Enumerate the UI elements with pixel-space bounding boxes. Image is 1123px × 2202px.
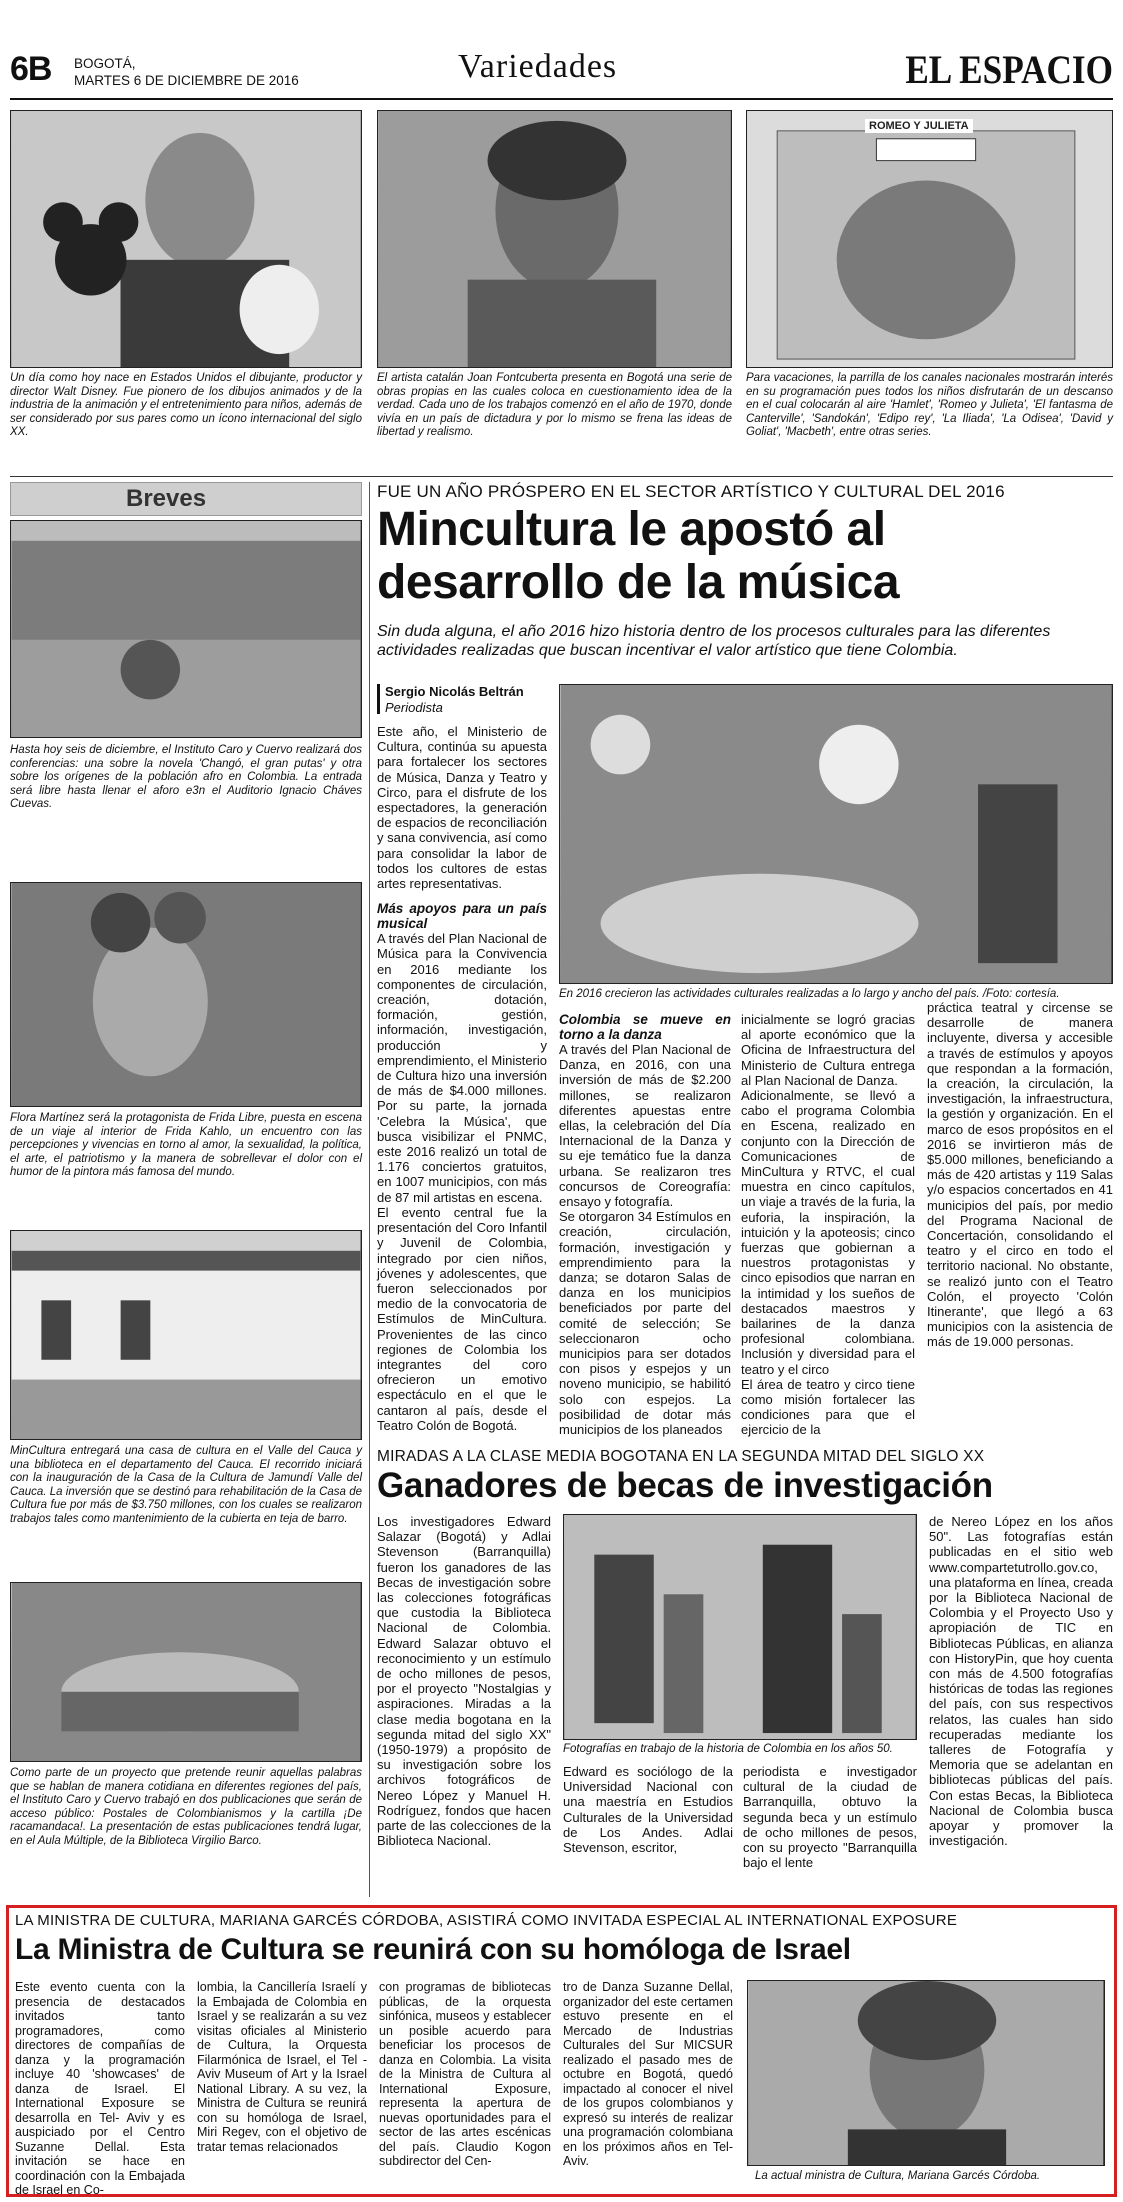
becas-kicker: MIRADAS A LA CLASE MEDIA BOGOTANA EN LA SEGUNDA MITAD DEL SIGLO XX <box>377 1448 985 1465</box>
newspaper-logo: EL ESPACIO <box>905 47 1113 92</box>
breves-title-bar <box>10 482 362 516</box>
photo-joan-fontcuberta <box>377 110 732 368</box>
main-kicker: FUE UN AÑO PRÓSPERO EN EL SECTOR ARTÍSTICO Y CULTURAL DEL 2016 <box>377 482 1005 501</box>
minister-portrait-illustration <box>748 1981 1104 2165</box>
israel-col4: tro de Danza Suzanne Dellal, organizador del este certamen estuvo presente en el Mercado de Industrias Culturales del Sur MICSUR realizado el pasado mes de octubre en Bogotá, quedó impactado al conocer el nivel de los grupos colombianos y expresó su interés de realizar una programación colombiana en los próximos años en Tel- Aviv. <box>563 1980 733 2168</box>
author-role: Periodista <box>385 700 443 715</box>
photo-biblioteca-virgilio-barco <box>10 1582 362 1762</box>
main-col3-p1: inicialmente se logró gracias al aporte económico que la Oficina de Infraestructura del Ministerio de Cultura entrega al Plan Nacional de Danza. <box>741 1012 915 1088</box>
family-illustration <box>564 1515 916 1739</box>
main-col4-p1: práctica teatral y circense se desarrolle de manera incluyente, diversa y accesible a través de estímulos y apoyos que respondan a la formación, la creación, la circulación, la investigación, la infraestructura, la gestión y organización. En el marco de esos propósitos en el 2016 se invirtieron más de $5.000 millones, beneficiando a más de 420 artistas y 119 Salas y/o espacios concertados en 41 municipios del país, por medio del Programa Nacional de Concertación, consolidando el teatro y el circo en todo el territorio nacional. No obstante, se realizó junto con el Teatro Colón, el proyecto 'Colón Itinerante', que llegó a 63 municipios con la asistencia de más de 19.000 personas. <box>927 1000 1113 1350</box>
masthead <box>10 48 1113 104</box>
main-col1-p3: El evento central fue la presentación del Coro Infantil y Juvenil de Colombia, integrado por cien niños, jóvenes y adolescentes, que fueron seleccionados por medio de la convocatoria de Estímulos de MinCultura. Provenientes de las cinco regiones de Colombia los integrantes del coro ofrecieron un emotivo espectáculo en el que le cantaron al país, desde el Teatro Colón de Bogotá. <box>377 1204 547 1433</box>
israel-col1: Este evento cuenta con la presencia de destacados invitados tanto programadores, como directores de compañías de danza y la programación incluye 40 'showcases' de danza de Israel. El International Exposure se desarrolla en Tel- Aviv y es auspiciado por el Centro Suzanne Dellal. Esta invitación se hace en coordinación con la Embajada de Israel en Co- <box>15 1980 185 2197</box>
caption-walt-disney: Un día como hoy nace en Estados Unidos el dibujante, productor y director Walt Disney. Fue pionero de los dibujos animados y de la industria de la animación y el entretenimiento para niños, además de ser considerado por sus pares como un ícono internacional del siglo XX. <box>10 372 362 438</box>
photo-instituto-caro-cuervo <box>10 520 362 738</box>
photo-frida-libre <box>10 882 362 1107</box>
becas-article <box>377 1448 1113 1898</box>
main-col2-p2: Se otorgaron 34 Estímulos en creación, circulación, formación, investigación y emprendimiento para la danza; se dotaron Salas de danza en los municipios beneficiados por parte del comité de selección; Se seleccionaron ocho municipios para ser dotados con pisos y espejos y un noveno municipio, se habilitó solo con espejos. La posibilidad de dotar más municipios de los planeados <box>559 1209 731 1438</box>
main-headline-line1: Mincultura le apostó al <box>377 503 886 556</box>
israel-kicker: LA MINISTRA DE CULTURA, MARIANA GARCÉS CÓRDOBA, ASISTIRÁ COMO INVITADA ESPECIAL AL INTERNATIONAL EXPOSURE <box>15 1912 958 1929</box>
romeo-julieta-label: ROMEO Y JULIETA <box>865 119 973 133</box>
becas-col2: Edward es sociólogo de la Universidad Nacional con una maestría en Estudios Culturales de la Universidad de Los Andes. Adlai Stevenson, escritor, <box>563 1764 733 1856</box>
main-col2-p1: A través del Plan Nacional de Danza, en 2016, con una inversión de más de $2.200 millones, se realizaron diferentes apuestas entre ellas, la celebración del Día Internacional de la Danza y su eje temático fue la danza urbana. Se realizaron tres concursos de Coreografía: ensayo y fotografía. <box>559 1042 731 1210</box>
caption-casa-cultura: MinCultura entregará una casa de cultura en el Valle del Cauca y una biblioteca en el departamento del Cauca. El recorrido iniciará con la inauguración de la Casa de la Cultura de Jamundí Valle del Cauca. La inversión que se destinó para rehabilitación de la Casa de Cultura fue por más de $3.750 millones, con los cuales se realizaron trabajos tales como mantenimiento de la cubierta en teja de barro. <box>10 1445 362 1525</box>
main-col2-subhead: Colombia se mueve en torno a la danza <box>559 1012 731 1042</box>
becas-col1: Los investigadores Edward Salazar (Bogotá) y Adlai Stevenson (Barranquilla) fueron los ganadores de las Becas de investigación sobre las colecciones fotográficas que custodia la Biblioteca Nacional de Colombia. Edward Salazar obtuvo el reconocimiento y un estímulo de ocho millones de pesos, por el proyecto "Nostalgias y aspiraciones. Miradas a la clase media bogotana en la segunda mitad del siglo XX" (1950-1979) a propósito de su investigación sobre los archivos fotográficos de Nereo López y Manuel H. Rodríguez, fondos que hacen parte de las colecciones de la Biblioteca Nacional. <box>377 1514 551 1849</box>
photo-carnival <box>559 684 1113 984</box>
caption-joan-fontcuberta: El artista catalán Joan Fontcuberta presenta en Bogotá una serie de obras propias en las cuales coloca en cuestionamiento idea de la verdad. Cada uno de los trabajos comenzó en el año de 1970, donde vivía en un país de dictadura y por lo mismo se frena las ideas de libertad y realismo. <box>377 372 732 438</box>
header-rule <box>10 98 1113 100</box>
carnival-illustration <box>560 685 1112 983</box>
page-number: 6B <box>10 50 52 88</box>
main-col3-p2: Adicionalmente, se llevó a cabo el programa Colombia en Escena, realizado en conjunto con la Dirección de Comunicaciones de MinCultura y RTVC, el cual muestra en cinco capítulos, un viaje a través de la furia, la euforia, la inspiración, la intuición y la apoteosis; cinco fuerzas que gobiernan a nuestros protagonistas y cinco episodios que narran en la intimidad y los sueños de destacados maestros y bailarines de la danza profesional colombiana. Inclusión y diversidad para el teatro y el circo <box>741 1088 915 1377</box>
caption-frida-libre: Flora Martínez será la protagonista de Frida Libre, puesta en escena de un viaje al interior de Frida Kahlo, un encuentro con las percepciones y vivencias en torno al amor, la sexualidad, la política, el arte, el patriotismo y la manera de sobrellevar el dolor con el humor de la pintora más famosa del mundo. <box>10 1112 362 1178</box>
main-col1-subhead: Más apoyos para un país musical <box>377 901 547 932</box>
caption-carnival: En 2016 crecieron las actividades culturales realizadas a lo largo y ancho del país. /Foto: cortesía. <box>559 988 1060 1000</box>
caption-romeo-julieta: Para vacaciones, la parrilla de los canales nacionales mostrarán interés en su programación pues todos los niños disfrutarán de un descanso en el cual colocarán al aire 'Hamlet', 'Romeo y Julieta', 'El fantasma de Canterville', 'Sandokán', 'Edipo rey', 'La Iliada', 'La Odisea', 'David y Goliat', 'Macbeth', entre otras series. <box>746 372 1113 438</box>
caption-clase-media: Fotografías en trabajo de la historia de Colombia en los años 50. <box>563 1743 893 1755</box>
author-name: Sergio Nicolás Beltrán <box>385 684 524 699</box>
frida-illustration <box>11 883 361 1106</box>
breves-title: Breves <box>126 485 207 512</box>
library-illustration <box>11 1583 361 1761</box>
photo-clase-media <box>563 1514 917 1740</box>
photo-walt-disney <box>10 110 362 368</box>
israel-col2: lombia, la Cancillería Israelí y la Embajada de Colombia en Israel y se realizarán a su vez visitas oficiales al Ministerio de Cultura, la Orquesta Filarmónica de Israel, el Tel -Aviv Museum of Art y la Israel National Library. A su vez, la Ministra de Cultura se reunirá con su homóloga de Israel, Miri Regev, con el objetivo de tratar temas relacionados <box>197 1980 367 2154</box>
main-col1-p1: Este año, el Ministerio de Cultura, continúa su apuesta para fortalecer los sectores de Música, Danza y Teatro y Circo, para el disfrute de los espectadores, la generación de espacios de reconciliación y sana convivencia, así como para consolidar la labor de todos los cultores de estas artes representativas. <box>377 724 547 892</box>
main-col1 <box>377 724 547 1433</box>
header-city: BOGOTÁ, <box>74 56 136 71</box>
photo-romeo-julieta <box>746 110 1113 368</box>
section-title: Variedades <box>458 48 618 85</box>
header-date: MARTES 6 DE DICIEMBRE DE 2016 <box>74 73 299 88</box>
row-divider <box>10 476 1113 477</box>
becas-col3: periodista e investigador cultural de la ciudad de Barranquilla, obtuvo la segunda beca y un estímulo de ocho millones de pesos, con su proyecto "Barranquilla bajo el lente <box>743 1764 917 1871</box>
photo-casa-cultura <box>10 1230 362 1440</box>
caption-caro-cuervo: Hasta hoy seis de diciembre, el Instituto Caro y Cuervo realizará dos conferencias: una sobre la novela 'Changó, el gran putas' y otra sobre los orígenes de la población afro en Colombia. La entrada será libre hasta llenar el aforo e3n el Auditorio Ignacio Cháves Cuevas. <box>10 744 362 810</box>
main-col3-p3: El área de teatro y circo tiene como misión fortalecer las condiciones para que el ejercicio de la <box>741 1376 915 1438</box>
photo-mariana-garces <box>747 1980 1105 2166</box>
israel-article <box>6 1905 1117 2197</box>
becas-col4: de Nereo López en los años 50". Las fotografías están publicadas en el sitio web www.compartetutrollo.gov.co, una plataforma en línea, creada por la Biblioteca Nacional de Colombia y el Proyecto Uso y apropiación de TIC en Bibliotecas Públicas, en alianza con HistoryPin, que hoy cuenta con más de 4.500 fotografías históricas de todas las regiones del país, con sus respectivos relatos, las cuales han sido recuperadas mediante los talleres de Fotografía y Memoria que se adelantan en bibliotecas públicas del país. Con estas Becas, la Biblioteca Nacional de Colombia busca apoyar y promover la investigación. <box>929 1514 1113 1849</box>
house-illustration <box>11 1231 361 1439</box>
walt-disney-illustration <box>11 111 361 367</box>
main-headline-line2: desarrollo de la música <box>377 556 900 609</box>
column-divider <box>369 482 370 1897</box>
main-deck: Sin duda alguna, el año 2016 hizo historia dentro de los procesos culturales para las diferentes actividades realizadas que buscan incentivar el valor artístico que tiene Colombia. <box>377 623 1051 659</box>
breves-column <box>10 482 362 1897</box>
main-col4 <box>927 1000 1113 1350</box>
israel-headline: La Ministra de Cultura se reunirá con su homóloga de Israel <box>15 1933 851 1966</box>
main-article <box>377 482 1113 1440</box>
main-col1-p2: A través del Plan Nacional de Música para la Convivencia en 2016 mediante los componentes de circulación, creación, dotación, formación, gestión, información, investigación, producción y emprendimiento, el Ministerio de Cultura hizo una inversión de más de $4.000 millones. Por su parte, la jornada 'Celebra la Música', que busca visibilizar el PNMC, este 2016 realizó un total de 1.176 conciertos gratuitos, en 1007 municipios, con más de 87 mil artistas en escena. <box>377 931 547 1205</box>
main-col3 <box>741 1012 915 1438</box>
author-bar <box>377 684 380 714</box>
fontcuberta-illustration <box>378 111 731 367</box>
becas-headline: Ganadores de becas de investigación <box>377 1466 993 1505</box>
caption-mariana-garces: La actual ministra de Cultura, Mariana Garcés Córdoba. <box>755 2170 1041 2182</box>
courtyard-illustration <box>11 521 361 737</box>
caption-virgilio-barco: Como parte de un proyecto que pretende reunir aquellas palabras que se hablan de manera cotidiana en diferentes regiones del país, el Instituto Caro y Cuervo trabajó en dos publicaciones que serán de acceso público: Postales de Colombianismos y la cartilla ¡De racamandaca!. La presentación de estas publicaciones tendrá lugar, en el Aula Múltiple, de la Biblioteca Virgilio Barco. <box>10 1767 362 1847</box>
main-col2 <box>559 1012 731 1437</box>
romeo-julieta-illustration <box>747 111 1112 367</box>
israel-col3: con programas de bibliotecas públicas, de la orquesta sinfónica, museos y establecer un posible acuerdo para beneficiar los procesos de danza en Colombia. La visita de la Ministra de Cultura al International Exposure, representa la apertura de nuevas oportunidades para el sector de las artes escénicas del país. Claudio Kogon subdirector del Cen- <box>379 1980 551 2168</box>
